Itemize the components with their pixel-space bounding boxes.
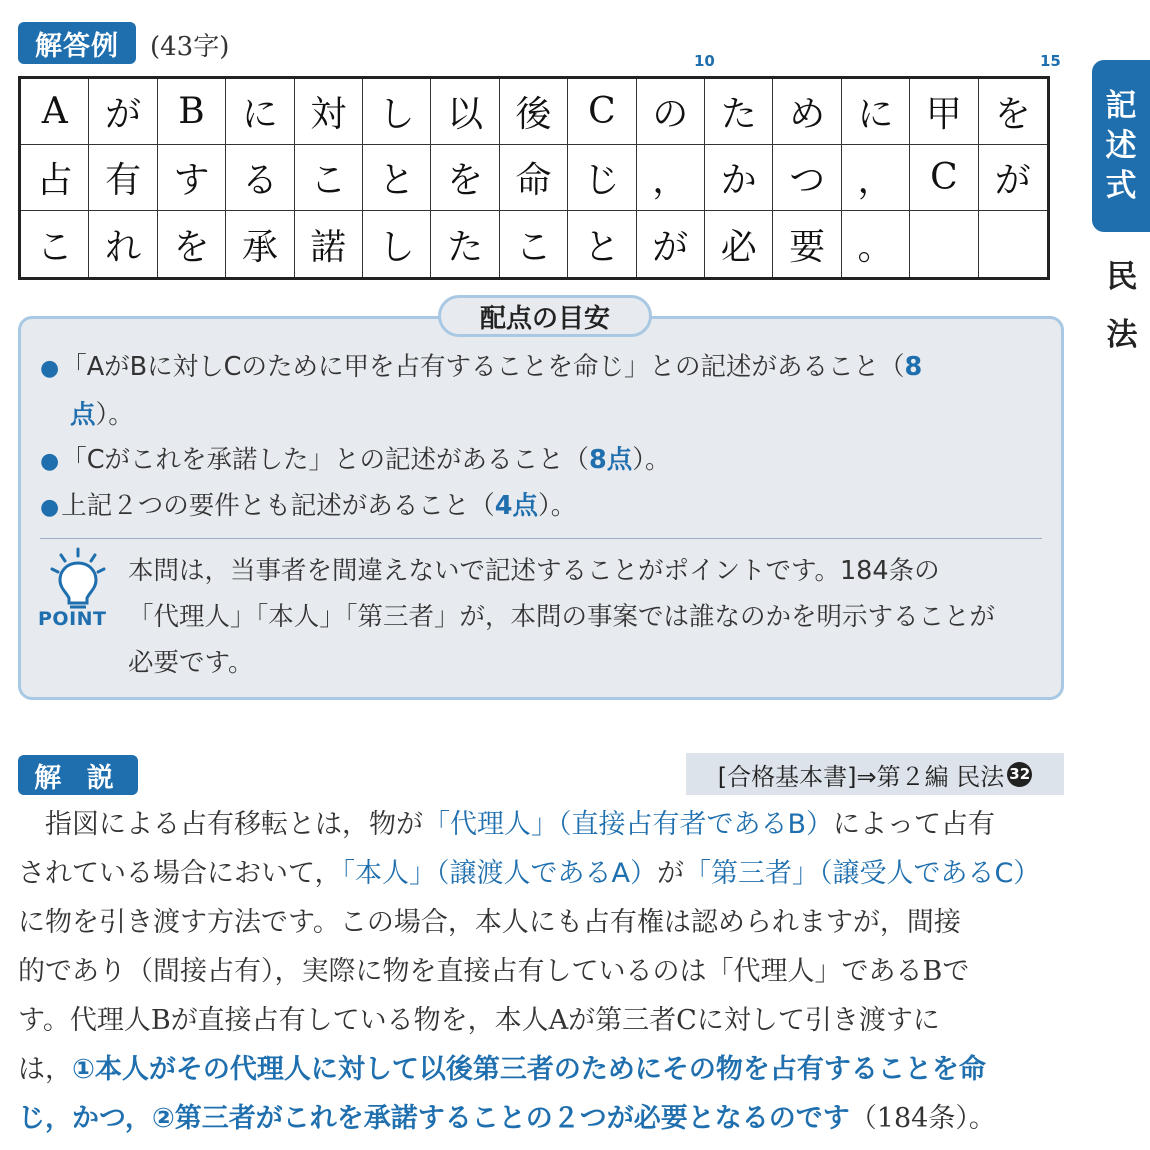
grid-cell: こ [21,211,89,277]
criterion-text: 「Cがこれを承諾した」との記述があること（ [61,445,590,475]
criterion-text: 上記２つの要件とも記述があること（ [61,491,495,521]
column-number-10: 10 [694,52,715,70]
criterion-end: ）。 [537,491,577,521]
grid-cell: と [363,145,431,211]
explanation-line [18,947,1068,996]
side-tab-char: 述 [1105,128,1137,164]
grid-cell [979,211,1047,277]
side-tab-descriptive [1092,60,1150,232]
grid-cell: た [705,79,773,145]
explanation-line [18,898,1068,947]
grid-cell: が [637,211,705,277]
bullet-icon: ● [40,356,60,381]
text-segment: す。代理人Bが直接占有している物を，本人Aが第三者Cに対して引き渡すに [18,1005,940,1036]
text-segment: が [656,858,684,889]
text-segment: は， [18,1054,72,1085]
side-label-civil-law [1100,248,1144,364]
criterion-end: ）。 [632,445,671,475]
grid-cell: る [226,145,294,211]
side-tab-char: 式 [1105,168,1137,204]
text-segment: 的であり（間接占有），実際に物を直接占有しているのは「代理人」であるBで [18,956,970,987]
grid-cell: 必 [705,211,773,277]
highlighted-phrase: ①本人がその代理人に対して以後第三者のためにその物を占有することを命 [72,1054,986,1085]
highlighted-phrase: 「代理人」（直接占有者であるB） [423,809,834,840]
grid-cell: 命 [500,145,568,211]
answer-example-tag: 解答例 [18,22,136,64]
grid-cell: 甲 [910,79,978,145]
text-segment: によって占有 [833,809,996,840]
text-segment: に物を引き渡す方法です。この場合，本人にも占有権は認められますが，間接 [18,907,961,938]
explanation-text [18,800,1068,1143]
grid-cell: し [363,211,431,277]
answer-grid [18,76,1050,280]
grid-cell: を [431,145,499,211]
grid-cell: を [158,211,226,277]
grid-cell: ， [842,145,910,211]
grid-cell: こ [295,145,363,211]
explanation-line [18,849,1068,898]
criterion-1 [40,344,1040,438]
side-label-char: 民 [1106,259,1138,295]
grid-cell: 有 [89,145,157,211]
grid-cell: C [568,79,636,145]
grid-cell: し [363,79,431,145]
criterion-points-unit: 点 [70,400,96,430]
grid-cell: れ [89,211,157,277]
grid-cell: た [431,211,499,277]
reference-number-badge: 32 [1007,762,1032,787]
grid-cell: 。 [842,211,910,277]
point-note [128,548,1048,686]
grid-cell: す [158,145,226,211]
highlighted-phrase: じ，かつ，②第三者がこれを承諾することの２つが必要となるのです [18,1103,850,1134]
bullet-icon: ● [40,495,60,520]
criterion-text: 「AがBに対しCのために甲を占有することを命じ」との記述があること（ [61,352,905,382]
text-segment: 指図による占有移転とは，物が [18,809,423,840]
explanation-line [18,1094,1068,1143]
point-label: POINT [38,608,107,630]
side-tab-char: 記 [1105,88,1137,124]
grid-cell: 後 [500,79,568,145]
criterion-end: ）。 [95,400,134,430]
grid-cell: に [842,79,910,145]
divider [40,538,1042,539]
point-note-line: 「代理人」「本人」「第三者」が，本問の事案では誰なのかを明示することが [128,602,996,632]
grid-cell: 諾 [295,211,363,277]
grid-cell: に [226,79,294,145]
grid-cell: ， [637,145,705,211]
criterion-points: 8点 [589,445,633,475]
grid-cell: が [979,145,1047,211]
grid-cell: C [910,145,978,211]
explanation-tag: 解 説 [18,755,138,795]
grid-cell: を [979,79,1047,145]
grid-cell [910,211,978,277]
grid-cell: 占 [21,145,89,211]
grid-cell: め [773,79,841,145]
criterion-points: 8 [904,352,923,382]
text-segment: （184条）。 [849,1103,996,1134]
grid-cell: が [89,79,157,145]
grid-cell: 以 [431,79,499,145]
highlighted-phrase: 「本人」（譲渡人であるA） [341,858,657,889]
side-label-char: 法 [1106,317,1138,353]
point-note-line: 必要です。 [128,648,254,678]
explanation-line [18,800,1068,849]
point-note-line: 本問は，当事者を間違えないで記述することがポイントです。184条の [128,556,940,586]
scoring-guide-title: 配点の目安 [438,295,652,337]
bullet-icon: ● [40,449,60,474]
grid-cell: B [158,79,226,145]
character-count: (43字) [150,32,230,62]
criterion-points: 4点 [494,491,538,521]
grid-cell: 承 [226,211,294,277]
grid-cell: こ [500,211,568,277]
grid-cell: か [705,145,773,211]
grid-cell: と [568,211,636,277]
reference-text: [合格基本書]⇒第２編 民法 [717,762,1005,791]
grid-cell: 要 [773,211,841,277]
grid-cell: 対 [295,79,363,145]
grid-cell: A [21,79,89,145]
criterion-2 [40,437,1040,485]
grid-cell: の [637,79,705,145]
grid-cell: じ [568,145,636,211]
column-number-15: 15 [1040,52,1061,70]
highlighted-phrase: 「第三者」（譲受人であるC） [683,858,1041,889]
explanation-line [18,1045,1068,1094]
criterion-3 [40,483,1040,531]
text-segment: されている場合において， [18,858,342,889]
grid-cell: つ [773,145,841,211]
reference-box [686,753,1064,795]
explanation-line [18,996,1068,1045]
